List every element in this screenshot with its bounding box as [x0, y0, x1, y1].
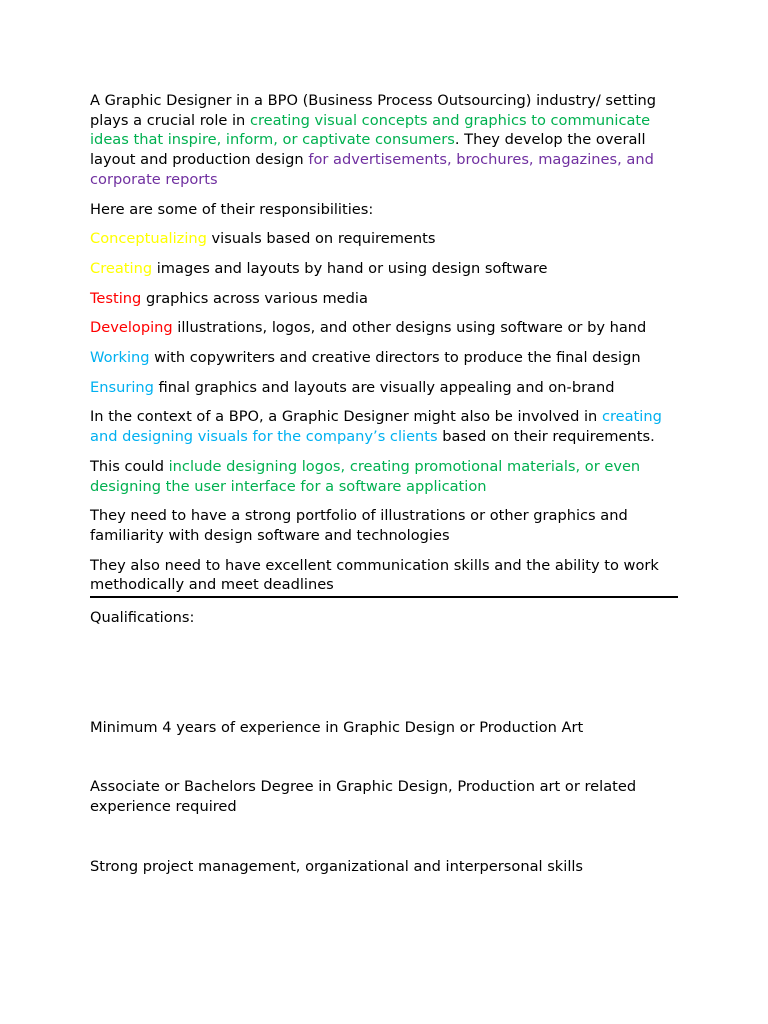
- responsibility-keyword: Ensuring: [90, 378, 154, 396]
- responsibility-item: [90, 259, 680, 279]
- responsibility-text: final graphics and layouts are visually appealing and on-brand: [153, 378, 615, 396]
- intro-highlight-purple: for advertisements, brochures, magazines, and corporate reports: [90, 151, 654, 188]
- responsibility-text: visuals based on requirements: [206, 230, 436, 248]
- bpo-text-1: In the context of a BPO, a Graphic Designer might also be involved in: [90, 408, 602, 426]
- communication-paragraph: They also need to have excellent communication skills and the ability to work methodically and meet deadlines: [90, 556, 659, 594]
- could-include-paragraph: [90, 457, 680, 496]
- responsibility-keyword: Conceptualizing: [90, 230, 207, 248]
- responsibility-keyword: Testing: [90, 289, 142, 307]
- intro-text-2: . They develop the overall layout and production design: [90, 131, 646, 169]
- horizontal-divider: [90, 596, 678, 598]
- bpo-text-2: based on their requirements.: [437, 428, 655, 446]
- portfolio-paragraph: They need to have a strong portfolio of illustrations or other graphics and familiarity with design software and technologies: [90, 507, 628, 544]
- qualification-item: Associate or Bachelors Degree in Graphic Design, Production art or related experience required: [90, 778, 637, 816]
- responsibility-item: [90, 318, 680, 338]
- responsibility-keyword: Creating: [90, 259, 153, 277]
- responsibilities-heading: Here are some of their responsibilities:: [90, 200, 374, 218]
- responsibility-text: with copywriters and creative directors to produce the final design: [149, 349, 641, 367]
- qualification-item: Minimum 4 years of experience in Graphic Design or Production Art: [90, 718, 584, 736]
- responsibility-item: [90, 378, 680, 398]
- bpo-highlight-cyan: creating and designing visuals for the company’s clients: [90, 408, 662, 446]
- could-highlight-green: include designing logos, creating promotional materials, or even designing the user interface for a software application: [90, 457, 641, 495]
- document-body: [90, 91, 680, 887]
- intro-text-1: A Graphic Designer in a BPO (Business Process Outsourcing) industry/ setting plays a crucial role in: [90, 92, 657, 129]
- bpo-context-paragraph: [90, 407, 680, 446]
- qualification-item: Strong project management, organizational and interpersonal skills: [90, 857, 584, 875]
- responsibility-keyword: Working: [90, 349, 150, 367]
- qualifications-heading: Qualifications:: [90, 609, 195, 627]
- could-text-1: This could: [90, 457, 169, 475]
- responsibility-item: [90, 348, 680, 368]
- responsibility-keyword: Developing: [90, 319, 173, 337]
- responsibility-item: [90, 289, 680, 309]
- responsibility-item: [90, 229, 680, 249]
- responsibility-text: images and layouts by hand or using design software: [152, 259, 548, 277]
- intro-highlight-green: creating visual concepts and graphics to communicate ideas that inspire, inform, or captivate consumers: [90, 111, 651, 149]
- responsibility-text: illustrations, logos, and other designs using software or by hand: [172, 319, 647, 337]
- responsibility-text: graphics across various media: [141, 289, 368, 307]
- intro-paragraph: [90, 91, 680, 190]
